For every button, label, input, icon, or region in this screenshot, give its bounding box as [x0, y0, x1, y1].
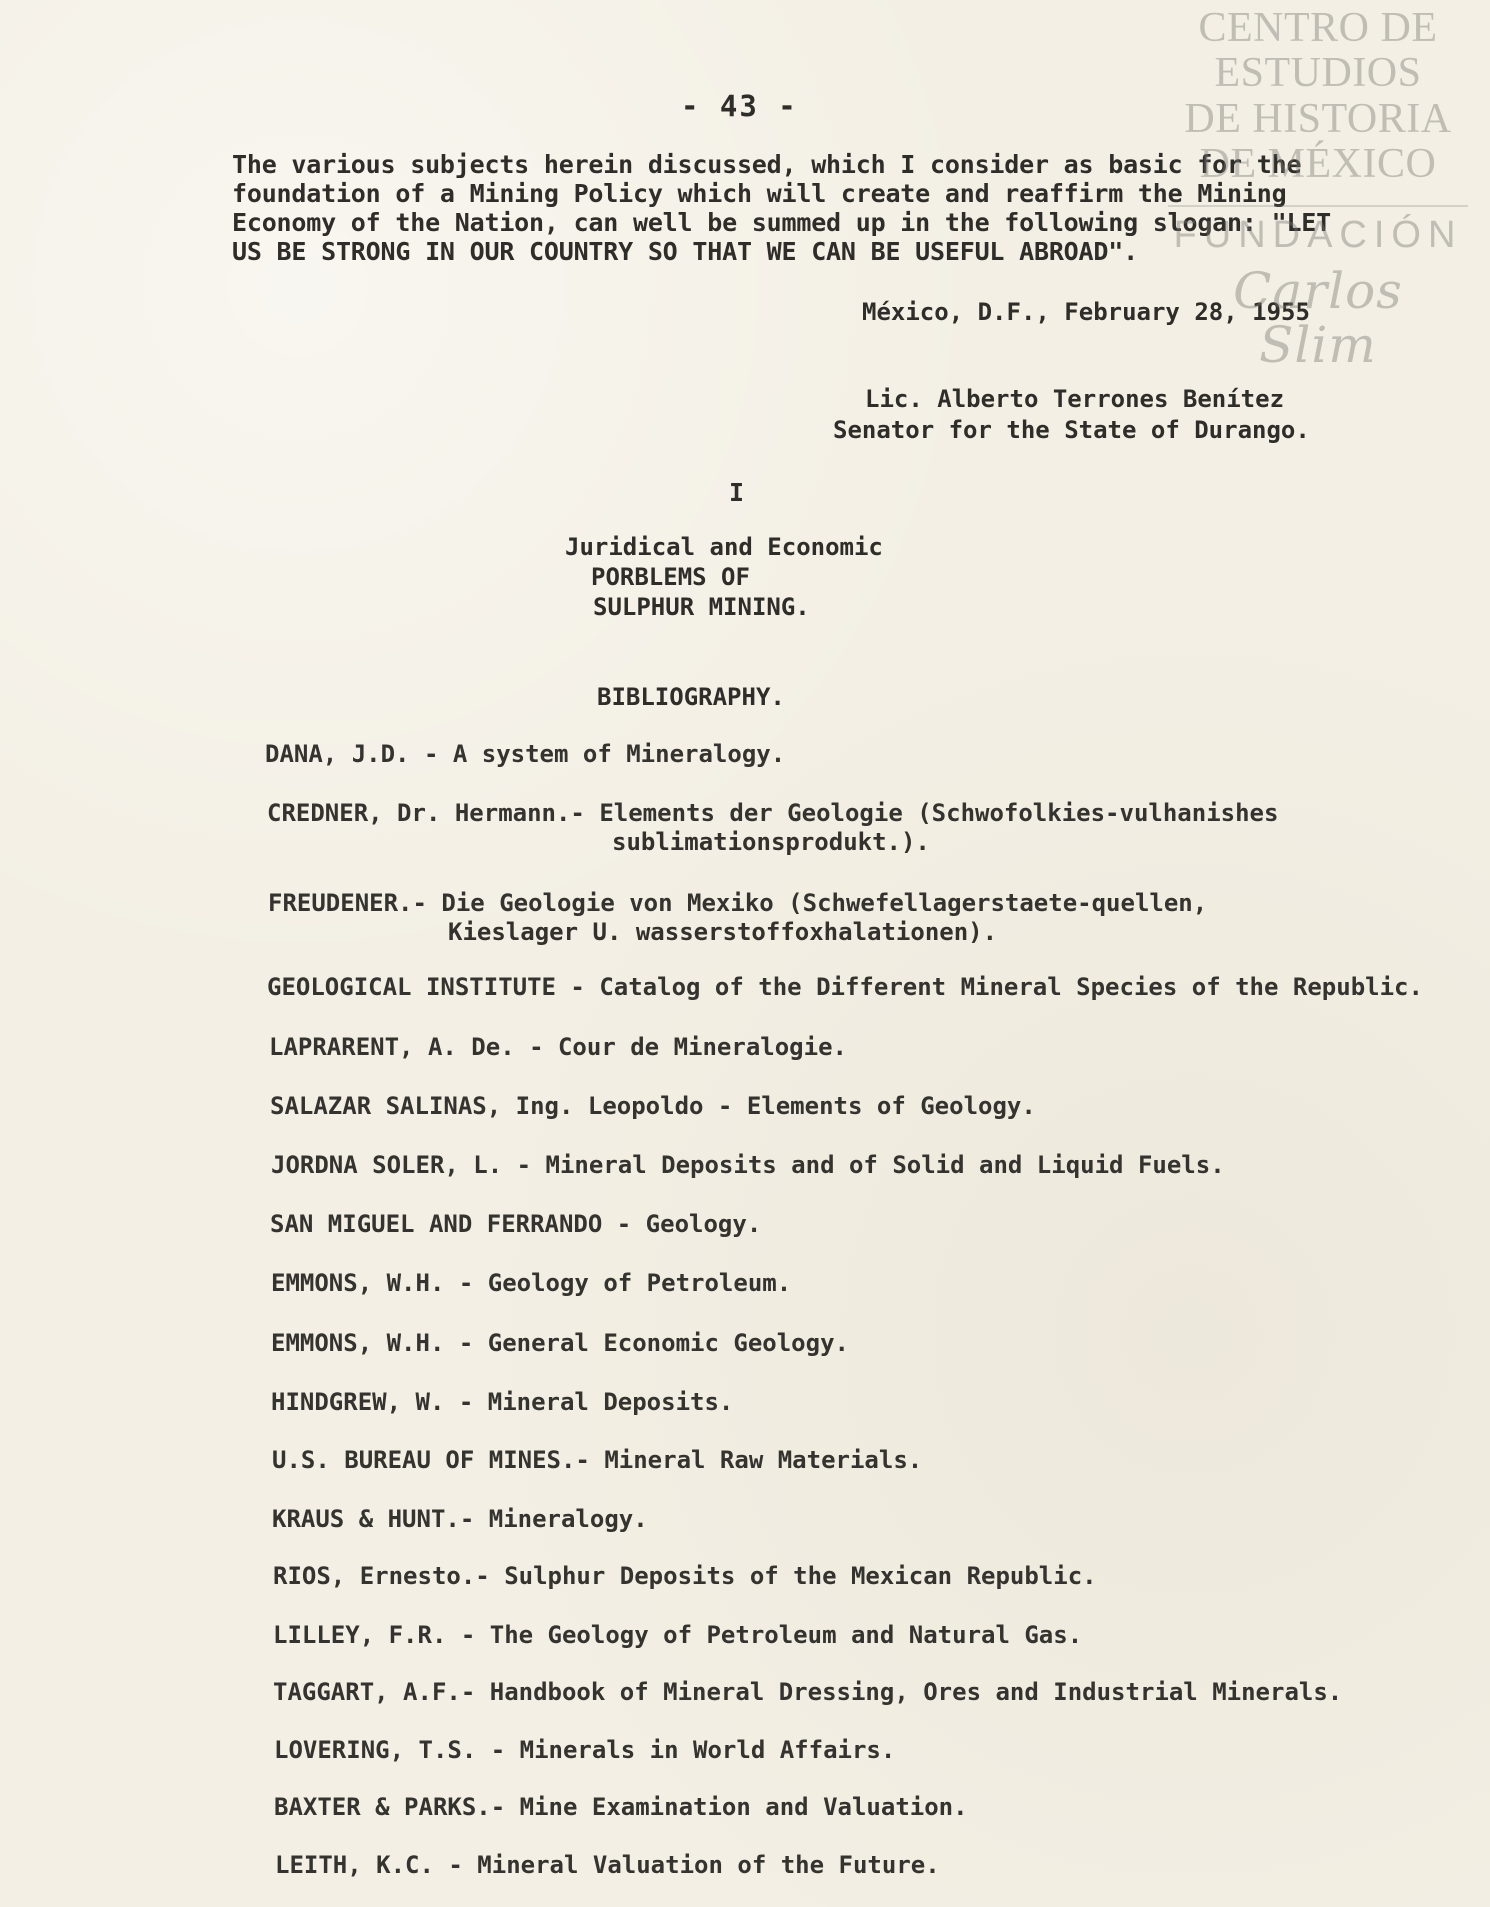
bibliography-entry-line: CREDNER, Dr. Hermann.- Elements der Geologie (Schwofolkies-vulhanishes — [267, 799, 1279, 827]
bibliography-entry-line: EMMONS, W.H. - General Economic Geology. — [271, 1329, 849, 1357]
signature-role: Senator for the State of Durango. — [833, 416, 1310, 444]
bibliography-entry-line: TAGGART, A.F.- Handbook of Mineral Dressing, Ores and Industrial Minerals. — [273, 1678, 1343, 1706]
bibliography-entry-line: RIOS, Ernesto.- Sulphur Deposits of the Mexican Republic. — [273, 1562, 1097, 1590]
bibliography-heading: BIBLIOGRAPHY. — [597, 683, 785, 711]
bibliography-entry-line: BAXTER & PARKS.- Mine Examination and Valuation. — [274, 1793, 968, 1821]
bibliography-entry-line: KRAUS & HUNT.- Mineralogy. — [272, 1505, 648, 1533]
bibliography-entry-line: LILLEY, F.R. - The Geology of Petroleum and Natural Gas. — [273, 1621, 1083, 1649]
page-number: - 43 - — [681, 89, 798, 123]
watermark-line: CENTRO DE — [1198, 5, 1438, 51]
bibliography-entry-line: SAN MIGUEL AND FERRANDO - Geology. — [270, 1210, 762, 1238]
bibliography-entry-line: JORDNA SOLER, L. - Mineral Deposits and of Solid and Liquid Fuels. — [271, 1151, 1225, 1179]
section-title-line: SULPHUR MINING. — [593, 593, 810, 621]
bibliography-entry-line: FREUDENER.- Die Geologie von Mexiko (Schwefellagerstaete-quellen, — [268, 889, 1208, 917]
watermark-line: DE MÉXICO — [1199, 141, 1437, 188]
section-number: I — [729, 478, 745, 507]
intro-paragraph: The various subjects herein discussed, which I consider as basic for the foundation of a Mining Policy which will create and reaffirm the Mining Economy of the Nation, can well be summed up in the following slogan: "LET US BE STRONG IN OUR COUNTRY SO THAT WE CAN BE USEFUL ABROAD". — [232, 150, 1331, 266]
dateline: México, D.F., February 28, 1955 — [862, 298, 1310, 326]
signature-name: Lic. Alberto Terrones Benítez — [865, 385, 1285, 413]
bibliography-entry-line: HINDGREW, W. - Mineral Deposits. — [271, 1388, 734, 1416]
bibliography-entry-line: Kieslager U. wasserstoffoxhalationen). — [448, 918, 998, 946]
watermark-signature: Carlos Slim — [1233, 262, 1403, 375]
bibliography-entry-line: sublimationsprodukt.). — [612, 828, 930, 856]
section-title-line: PORBLEMS OF — [591, 563, 750, 591]
bibliography-entry-line: LOVERING, T.S. - Minerals in World Affairs. — [274, 1736, 896, 1764]
watermark-line: DE HISTORIA — [1184, 95, 1452, 142]
bibliography-entry-line: EMMONS, W.H. - Geology of Petroleum. — [271, 1269, 792, 1297]
bibliography-entry-line: SALAZAR SALINAS, Ing. Leopoldo - Elements of Geology. — [270, 1092, 1036, 1120]
watermark-foundation: FUNDACIÓN — [1168, 205, 1468, 256]
bibliography-entry-line: GEOLOGICAL INSTITUTE - Catalog of the Different Mineral Species of the Republic. — [267, 973, 1423, 1001]
bibliography-entry-line: U.S. BUREAU OF MINES.- Mineral Raw Materials. — [272, 1446, 923, 1474]
bibliography-entry-line: LEITH, K.C. - Mineral Valuation of the Future. — [275, 1851, 940, 1879]
bibliography-entry-line: DANA, J.D. - A system of Mineralogy. — [265, 740, 786, 768]
watermark-line: ESTUDIOS — [1214, 50, 1422, 97]
bibliography-entry-line: LAPRARENT, A. De. - Cour de Mineralogie. — [269, 1033, 847, 1061]
section-title-line: Juridical and Economic — [565, 533, 883, 561]
